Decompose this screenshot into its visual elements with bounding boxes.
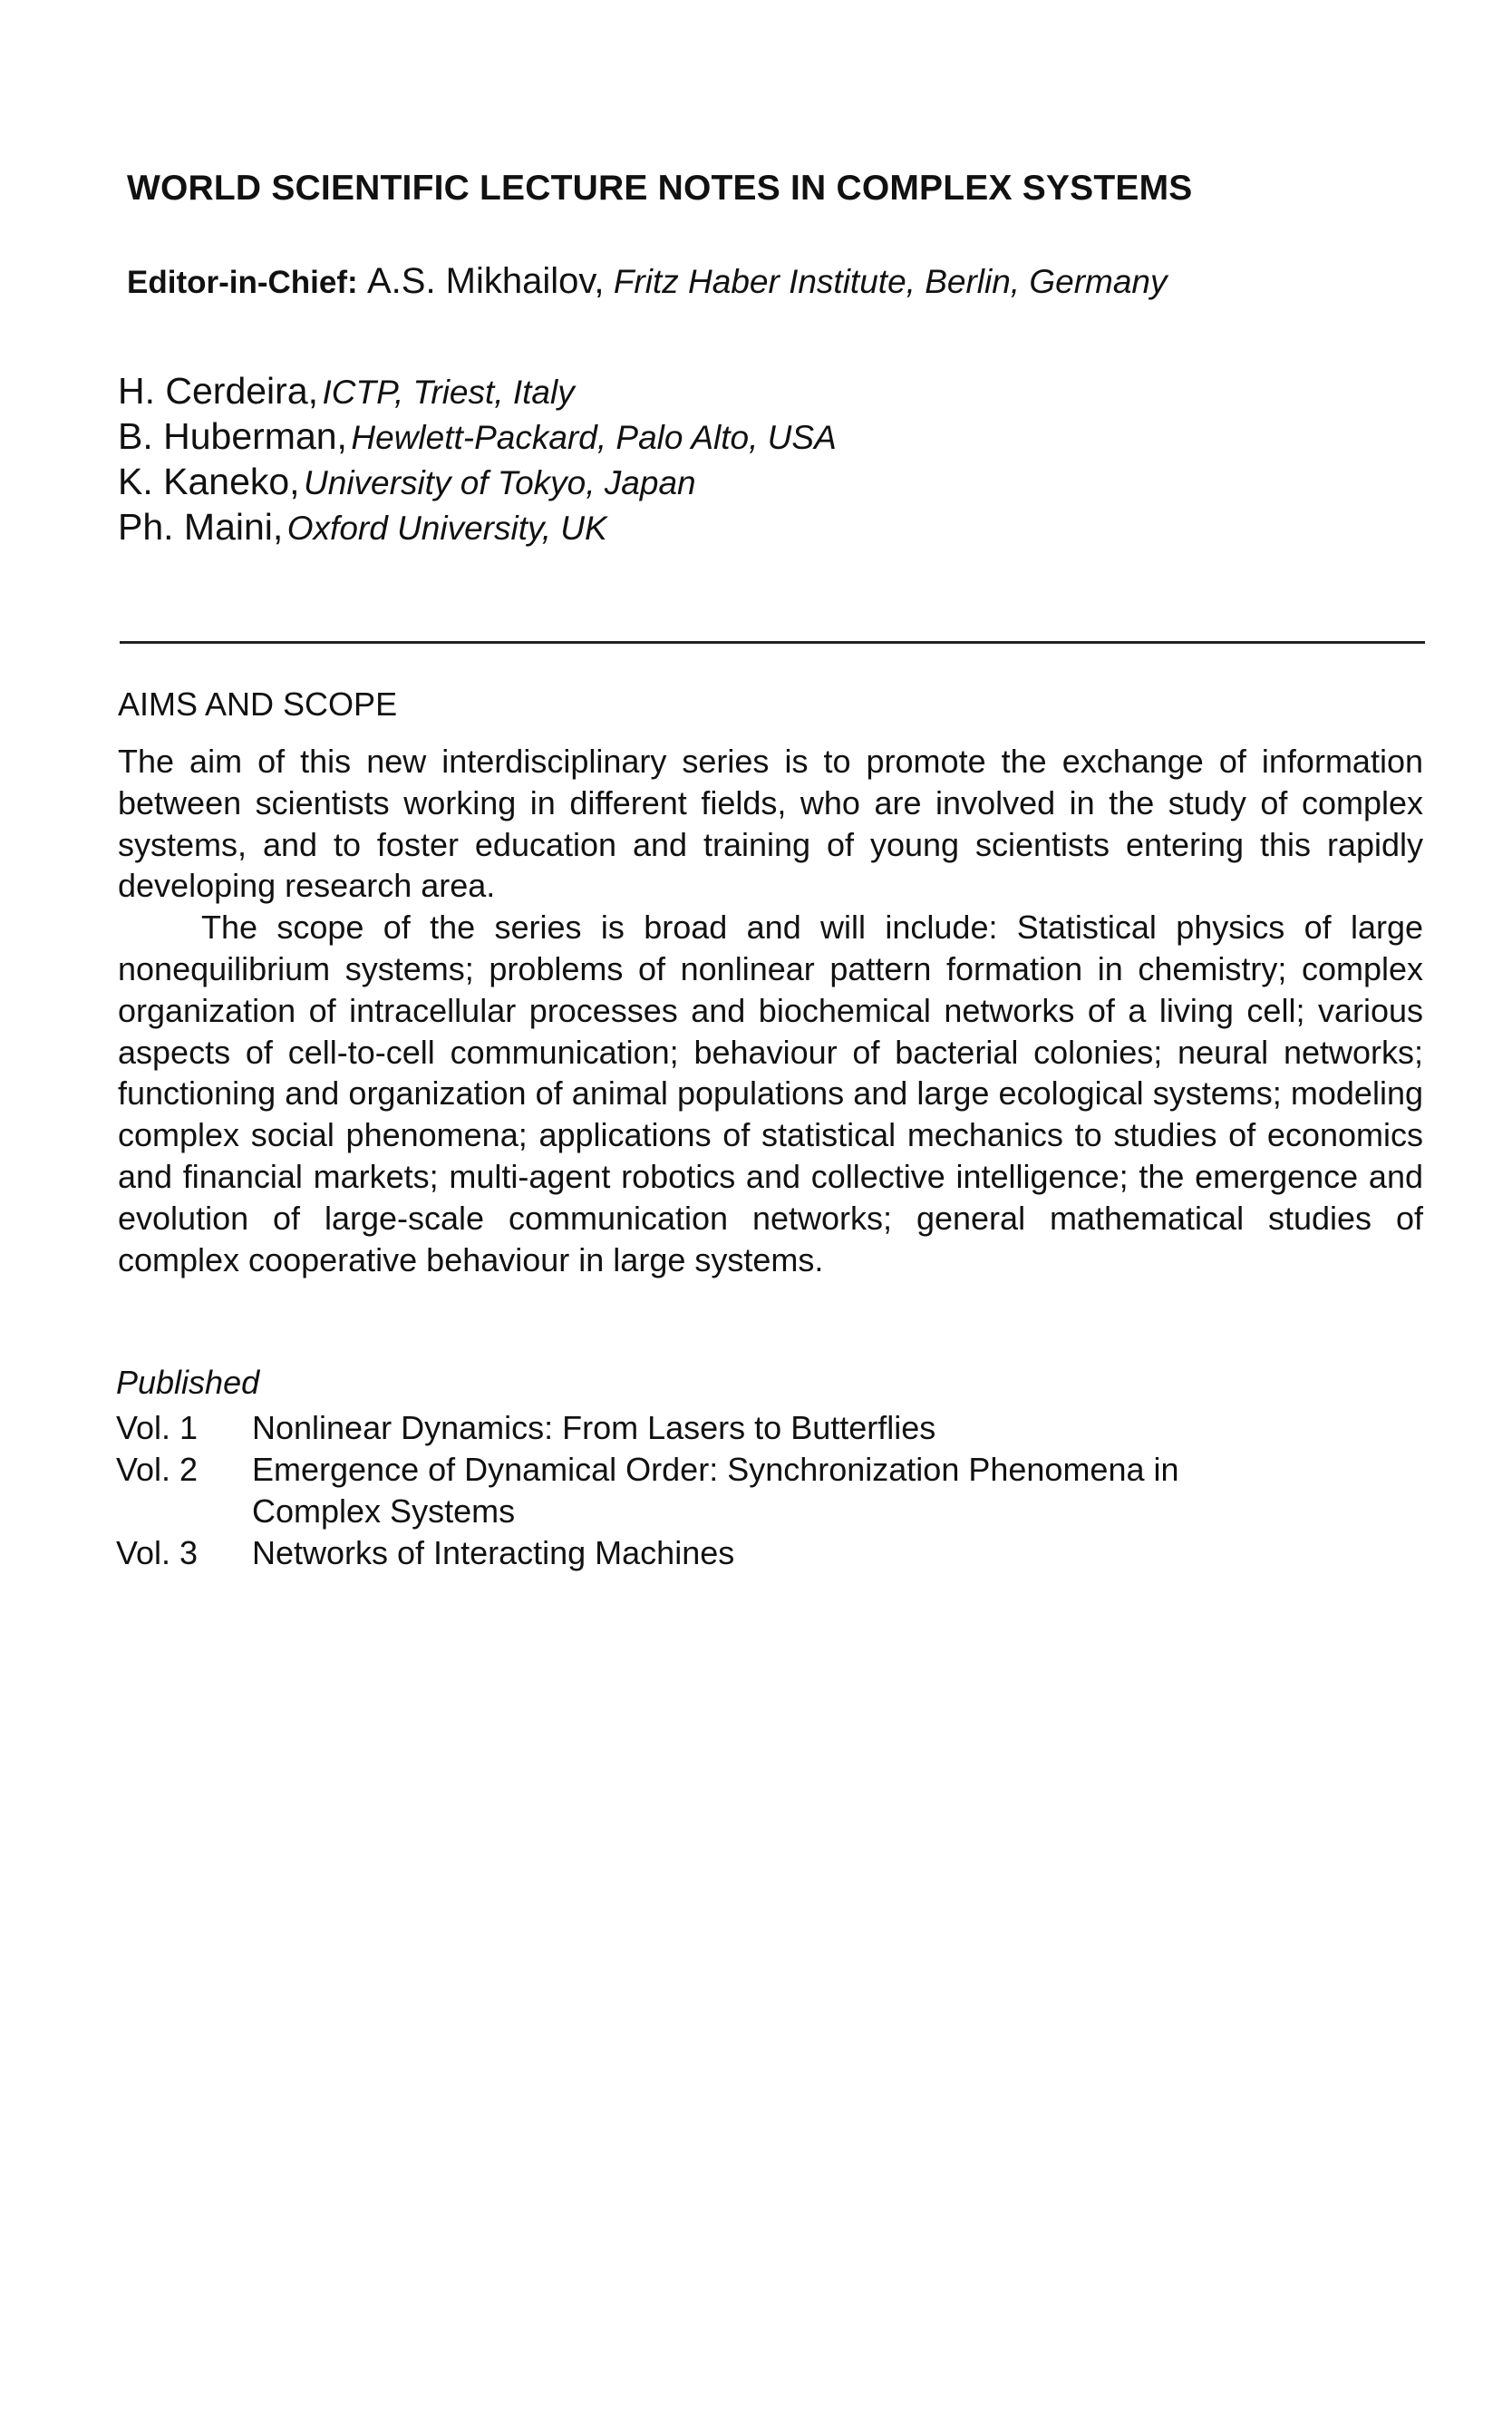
editor-in-chief-affiliation: Fritz Haber Institute, Berlin, Germany bbox=[613, 263, 1168, 300]
volume-entry bbox=[116, 1407, 1358, 1449]
editor-affiliation: Oxford University, UK bbox=[286, 510, 607, 547]
volume-title-line: Complex Systems bbox=[252, 1492, 516, 1530]
aims-scope-heading: AIMS AND SCOPE bbox=[118, 685, 398, 723]
scope-paragraph: The scope of the series is broad and will include: Statistical physics of large nonequilibrium systems; problems of nonlinear pattern formation in chemistry; complex organization of intracellular processes and biochemical networks of a living cell; various aspects of cell-to-cell communication; behaviour of bacterial colonies; neural networks; functioning and organization of animal populations and large ecological systems; modeling complex social phenomena; applications of statistical mechanics to studies of economics and financial markets; multi-agent robotics and collective intelligence; the emergence and evolution of large-scale communication networks; general mathematical studies of complex cooperative behaviour in large systems. bbox=[118, 909, 1423, 1278]
volume-entry bbox=[116, 1532, 1358, 1574]
aims-paragraph: The aim of this new interdisciplinary series is to promote the exchange of information between scientists working in different fields, who are involved in the study of complex systems, and to foster education and training of young scientists entering this rapidly developing research area. bbox=[118, 743, 1423, 905]
aims-scope-body bbox=[118, 741, 1423, 1280]
editors-list bbox=[118, 368, 837, 549]
editor-affiliation: ICTP, Triest, Italy bbox=[322, 374, 575, 411]
editor-in-chief-name: A.S. Mikhailov, bbox=[366, 261, 605, 301]
editor-entry bbox=[118, 504, 837, 549]
editor-entry bbox=[118, 413, 837, 459]
editor-affiliation: University of Tokyo, Japan bbox=[304, 464, 696, 501]
editor-affiliation: Hewlett-Packard, Palo Alto, USA bbox=[351, 419, 837, 456]
volume-title-line: Emergence of Dynamical Order: Synchronization Phenomena in bbox=[252, 1451, 1179, 1488]
volume-title-line: Nonlinear Dynamics: From Lasers to Butterflies bbox=[252, 1409, 936, 1446]
volume-title bbox=[252, 1407, 1358, 1449]
volume-entry bbox=[116, 1449, 1358, 1532]
volumes-list bbox=[116, 1407, 1358, 1574]
editor-entry bbox=[118, 459, 837, 504]
editor-entry bbox=[118, 368, 837, 413]
editor-in-chief-line bbox=[127, 261, 1168, 302]
volume-number: Vol. 2 bbox=[116, 1451, 199, 1488]
editor-in-chief-label: Editor-in-Chief: bbox=[127, 265, 358, 300]
section-divider bbox=[120, 641, 1425, 644]
volume-title bbox=[252, 1449, 1358, 1532]
editor-name: H. Cerdeira, bbox=[118, 370, 319, 412]
editor-name: K. Kaneko, bbox=[118, 461, 300, 502]
volume-number: Vol. 1 bbox=[116, 1409, 199, 1446]
published-heading: Published bbox=[116, 1364, 260, 1401]
editor-name: Ph. Maini, bbox=[118, 506, 284, 548]
series-title: WORLD SCIENTIFIC LECTURE NOTES IN COMPLEX SYSTEMS bbox=[127, 169, 1193, 208]
volume-number: Vol. 3 bbox=[116, 1534, 199, 1571]
volume-title bbox=[252, 1532, 1358, 1574]
volume-title-line: Networks of Interacting Machines bbox=[252, 1534, 735, 1571]
editor-name: B. Huberman, bbox=[118, 415, 347, 457]
